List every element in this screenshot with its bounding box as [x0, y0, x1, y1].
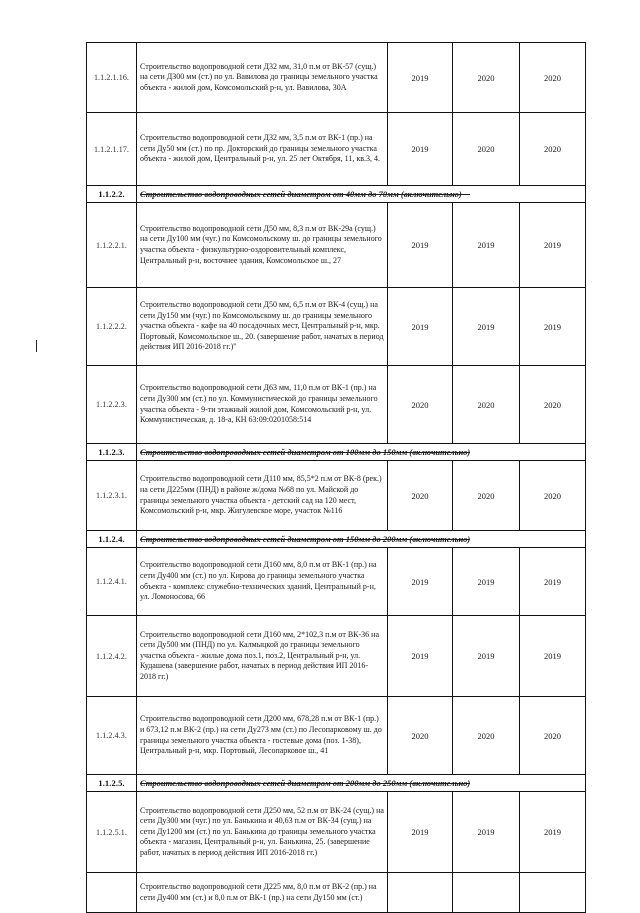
year-mid: 2019	[453, 288, 520, 366]
item-number	[87, 873, 137, 913]
section-number: 1.1.2.4.	[87, 531, 137, 548]
table-row	[87, 616, 586, 697]
year-start: 2019	[388, 288, 453, 366]
year-end: 2019	[520, 288, 586, 366]
year-end: 2020	[520, 461, 586, 531]
investment-program-table	[86, 42, 586, 913]
year-start: 2019	[388, 548, 453, 616]
section-title: Строительство водопроводных сетей диаметром от 40мм до 70мм (включительно)	[140, 189, 462, 199]
item-description: Строительство водопроводной сети Д200 мм, 678,28 п.м от ВК-1 (пр.) и 673,12 п.м ВК-2 (пр.) на сети Ду273 мм (ст.) по Лесопарковому ш. до границы земельного участка объекта - гостевые дома (поз. 1-38), Центральный р-н, мкр. Портовый, Лесопарковое ш., 41	[137, 697, 388, 775]
table-row	[87, 873, 586, 913]
year-start	[388, 873, 453, 913]
year-start: 2019	[388, 792, 453, 873]
year-end: 2020	[520, 113, 586, 186]
year-mid: 2019	[453, 792, 520, 873]
item-description: Строительство водопроводной сети Д160 мм, 2*102,3 п.м от ВК-36 на сети Ду500 мм (ПНД) по ул. Калмыцкой до границы земельного участка объекта - жилые дома поз.1, поз.2, Центральный р-н, ул. Кудашева (завершение работ, начатых в период действия ИП 2016-2018 гг.)	[137, 616, 388, 697]
item-number: 1.1.2.1.16.	[87, 43, 137, 113]
section-title-cell	[137, 186, 586, 203]
section-title: Строительство водопроводных сетей диаметром от 150мм до 200мм (включительно)	[140, 534, 471, 544]
table-row	[87, 548, 586, 616]
section-number: 1.1.2.5.	[87, 775, 137, 792]
year-start: 2019	[388, 113, 453, 186]
section-title: Строительство водопроводных сетей диаметром от 200мм до 250мм (включительно)	[140, 778, 471, 788]
year-end: 2020	[520, 43, 586, 113]
item-number: 1.1.2.1.17.	[87, 113, 137, 186]
year-mid	[453, 873, 520, 913]
section-title-cell	[137, 531, 586, 548]
year-start: 2019	[388, 203, 453, 288]
year-mid: 2020	[453, 697, 520, 775]
table-row	[87, 461, 586, 531]
item-number: 1.1.2.4.3.	[87, 697, 137, 775]
year-mid: 2020	[453, 113, 520, 186]
section-row	[87, 444, 586, 461]
item-number: 1.1.2.2.3.	[87, 366, 137, 444]
item-number: 1.1.2.5.1.	[87, 792, 137, 873]
item-description: Строительство водопроводной сети Д32 мм, 3,5 п.м от ВК-1 (пр.) на сети Ду50 мм (ст.) по пр. Докторский до границы земельного участка объекта - жилой дом, Центральный р-н, ул. 25 лет Октября, 11, кв.3, 4.	[137, 113, 388, 186]
year-start: 2019	[388, 43, 453, 113]
table-row	[87, 792, 586, 873]
item-number: 1.1.2.2.2.	[87, 288, 137, 366]
item-number: 1.1.2.4.2.	[87, 616, 137, 697]
year-end: 2019	[520, 792, 586, 873]
year-end	[520, 873, 586, 913]
section-row	[87, 186, 586, 203]
year-mid: 2019	[453, 203, 520, 288]
section-title-cell	[137, 444, 586, 461]
item-description: Строительство водопроводной сети Д32 мм, 31,0 п.м от ВК-57 (сущ.) на сети Д300 мм (ст.) по ул. Вавилова до границы земельного участка объекта - жилой дом, Комсомольский р-н, ул. Вавилова, 30А	[137, 43, 388, 113]
item-description: Строительство водопроводной сети Д50 мм, 6,5 п.м от ВК-4 (сущ.) на сети Ду150 мм (чуг.) по Комсомольскому ш. до границы земельного участка объекта - кафе на 40 посадочных мест, Центральный р-н, мкр. Портовый, Комсомольское ш., 20. (завершение работ, начатых в период действия ИП 2016-2018 гг.)"	[137, 288, 388, 366]
year-end: 2019	[520, 203, 586, 288]
year-start: 2020	[388, 697, 453, 775]
year-mid: 2020	[453, 43, 520, 113]
item-number: 1.1.2.4.1.	[87, 548, 137, 616]
year-mid: 2020	[453, 366, 520, 444]
item-description: Строительство водопроводной сети Д50 мм, 8,3 п.м от ВК-29а (сущ.) на сети Ду100 мм (чуг.) по Комсомольскому ш. до границы земельного участка объекта - физкультурно-оздоровительный комплекс, Центральный р-н, восточнее здания, Комсомольское ш., 27	[137, 203, 388, 288]
year-start: 2019	[388, 616, 453, 697]
year-end: 2019	[520, 616, 586, 697]
table-row	[87, 366, 586, 444]
section-row	[87, 531, 586, 548]
item-number: 1.1.2.3.1.	[87, 461, 137, 531]
section-row	[87, 775, 586, 792]
item-description: Строительство водопроводной сети Д110 мм, 85,5*2 п.м от ВК-8 (рек.) на сети Д225мм (ПНД) в районе ж/дома №68 по ул. Майской до границы земельного участка объекта - детский сад на 120 мест, Комсомольский р-н, мкр. Жигулевское море, участок №116	[137, 461, 388, 531]
item-number: 1.1.2.2.1.	[87, 203, 137, 288]
section-title-cell	[137, 775, 586, 792]
section-number: 1.1.2.3.	[87, 444, 137, 461]
table-row	[87, 697, 586, 775]
year-mid: 2019	[453, 548, 520, 616]
item-description: Строительство водопроводной сети Д160 мм, 8,0 п.м от ВК-1 (пр.) на сети Ду400 мм (ст.) по ул. Кирова до границы земельного участка объекта - комплекс служебно-технических зданий, Центральный р-н, ул. Ломоносова, 66	[137, 548, 388, 616]
margin-mark	[36, 340, 37, 352]
year-mid: 2020	[453, 461, 520, 531]
table-row	[87, 288, 586, 366]
table-row	[87, 113, 586, 186]
table-row	[87, 203, 586, 288]
year-end: 2020	[520, 697, 586, 775]
item-description: Строительство водопроводной сети Д250 мм, 52 п.м от ВК-24 (сущ.) на сети Ду300 мм (чуг.) по ул. Банькина и 40,63 п.м от ВК-34 (сущ.) на сети Ду1200 мм (ст.) по ул. Банькина до границы земельного участка объекта - магазин, Центральный р-н, ул. Банькина, 25. (завершение работ, начатых в период действия ИП 2016-2018 гг.)	[137, 792, 388, 873]
table-row	[87, 43, 586, 113]
year-end: 2020	[520, 366, 586, 444]
section-title: Строительство водопроводных сетей диаметром от 100мм до 150мм (включительно)	[140, 447, 471, 457]
section-number: 1.1.2.2.	[87, 186, 137, 203]
item-description: Строительство водопроводной сети Д63 мм, 11,0 п.м от ВК-1 (пр.) на сети Ду300 мм (ст.) по ул. Коммунистической до границы земельного участка объекта - 9-ти этажный жилой дом, Комсомольский р-н, ул. Коммунистическая, д. 18-а, КН 63:09:0201058:514	[137, 366, 388, 444]
year-end: 2019	[520, 548, 586, 616]
year-start: 2020	[388, 366, 453, 444]
year-mid: 2019	[453, 616, 520, 697]
year-start: 2020	[388, 461, 453, 531]
item-description: Строительство водопроводной сети Д225 мм, 8,0 п.м от ВК-2 (пр.) на сети Ду400 мм (ст.) и 8,0 п.м от ВК-1 (пр.) на сети Ду150 мм (ст.)	[137, 873, 388, 913]
